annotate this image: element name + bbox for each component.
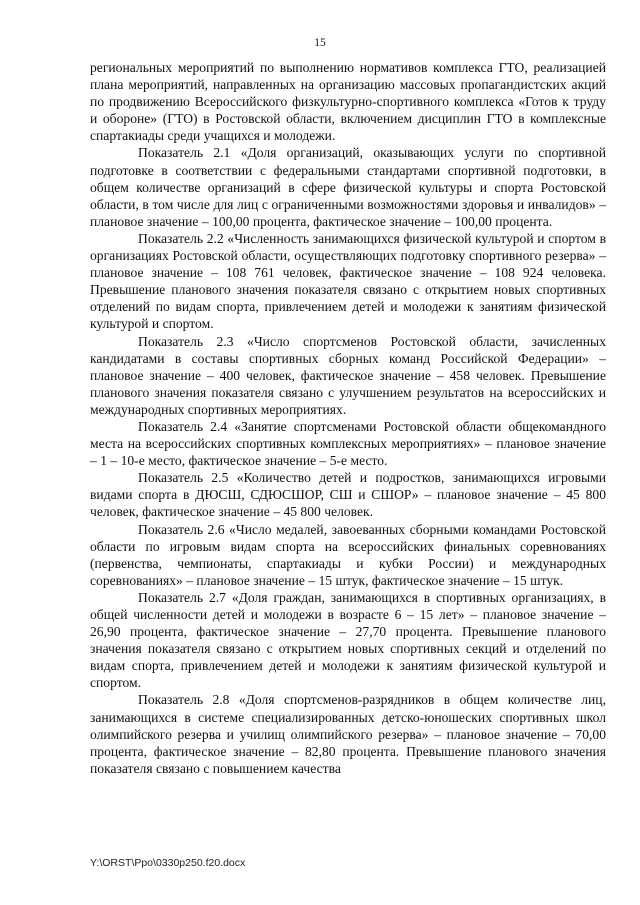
paragraph-intro: региональных мероприятий по выполнению нормативов комплекса ГТО, реализацией плана мероприятий, направленных на организацию массовых пропагандистских акций по продвижению Всероссийского физкультурно-спортивного комплекса «Готов к труду и обороне» (ГТО) в Ростовской области, включением дисциплин ГТО в комплексные спартакиады среди учащихся и молодежи. [90, 60, 606, 144]
page-number: 15 [314, 37, 326, 49]
paragraph-indicator-2-1: Показатель 2.1 «Доля организаций, оказывающих услуги по спортивной подготовке в соответствии с федеральными стандартами спортивной подготовки, в общем количестве организаций в сфере физической культуры и спорта Ростовской области, в том числе для лиц с ограниченными возможностями здоровья и инвалидов» – плановое значение – 100,00 процента, фактическое значение – 100,00 процента. [90, 145, 606, 229]
paragraph-indicator-2-8: Показатель 2.8 «Доля спортсменов-разрядников в общем количестве лиц, занимающихся в системе специализированных детско-юношеских спортивных школ олимпийского резерва и училищ олимпийского резерва» – плановое значение – 70,00 процента, фактическое значение – 82,80 процента. Превышение планового значения показателя связано с повышением качества [90, 692, 606, 776]
paragraph-indicator-2-5: Показатель 2.5 «Количество детей и подростков, занимающихся игровыми видами спорта в ДЮСШ, СДЮСШОР, СШ и СШОР» – плановое значение – 45 800 человек, фактическое значение – 45 800 человек. [90, 470, 606, 520]
paragraph-indicator-2-3: Показатель 2.3 «Число спортсменов Ростовской области, зачисленных кандидатами в составы спортивных сборных команд Российской Федерации» – плановое значение – 400 человек, фактическое значение – 458 человек. Превышение планового значения показателя связано с улучшением результатов на всероссийских и международных спортивных мероприятиях. [90, 333, 606, 417]
paragraph-indicator-2-2: Показатель 2.2 «Численность занимающихся физической культурой и спортом в организациях Ростовской области, осуществляющих подготовку спортивного резерва» – плановое значение – 108 761 человек, фактическое значение – 108 924 человека. Превышение планового значения показателя связано с открытием новых спортивных отделений по видам спорта, привлечением детей и молодежи к занятиям физической культурой и спортом. [90, 230, 606, 332]
paragraph-indicator-2-4: Показатель 2.4 «Занятие спортсменами Ростовской области общекомандного места на всероссийских спортивных комплексных мероприятиях» – плановое значение – 1 – 10-е место, фактическое значение – 5-е место. [90, 418, 606, 469]
paragraph-indicator-2-7: Показатель 2.7 «Доля граждан, занимающихся в спортивных организациях, в общей численности детей и молодежи в возрасте 6 – 15 лет» – плановое значение – 26,90 процента, фактическое значение – 27,70 процента. Превышение планового значения показателя связано с открытием новых спортивных секций и отделений по видам спорта, привлечением детей и молодежи к занятиям физической культурой и спортом. [90, 589, 606, 691]
paragraph-indicator-2-6: Показатель 2.6 «Число медалей, завоеванных сборными командами Ростовской области по игровым видам спорта на всероссийских финальных соревнованиях (первенства, чемпионаты, спартакиады и кубки России) и международных соревнованиях» – плановое значение – 15 штук, фактическое значение – 15 штук. [90, 521, 606, 588]
body-text [90, 59, 606, 777]
footer-file-path: Y:\ORST\Ppo\0330p250.f20.docx [90, 857, 246, 869]
